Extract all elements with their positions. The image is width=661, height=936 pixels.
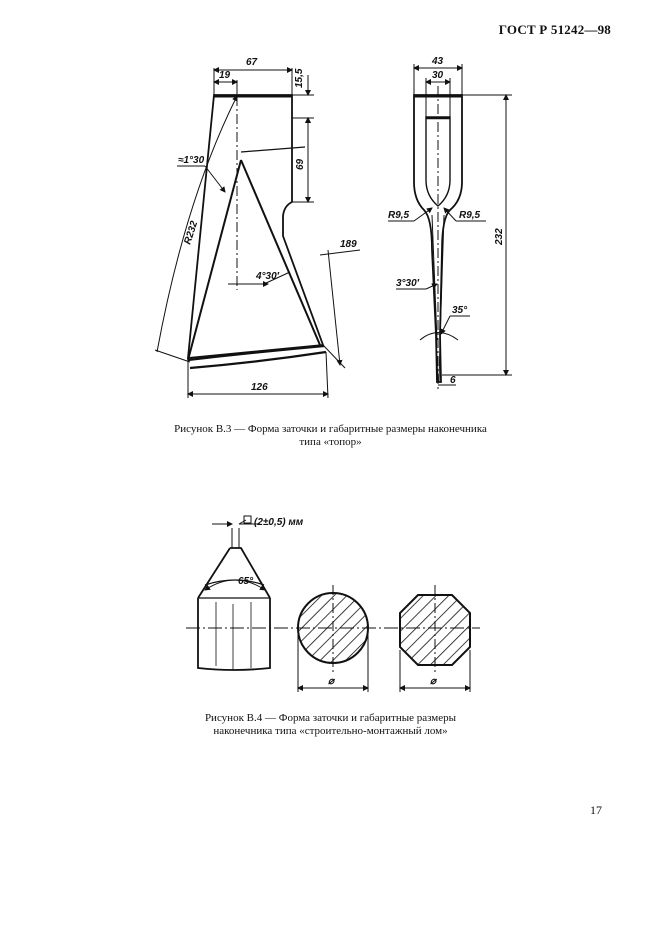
figure-b3-caption <box>0 423 661 449</box>
dim-angle-65: 65° <box>238 576 254 587</box>
dim-angle-35: 35° <box>452 305 468 316</box>
figure-b3-caption-line1: Рисунок В.3 — Форма заточки и габаритные размеры наконечника <box>174 423 487 435</box>
dim-angle-1-30: ≈1°30 <box>178 155 205 166</box>
figure-b3-caption-line2: типа «топор» <box>299 436 362 448</box>
dim-19: 19 <box>219 70 231 81</box>
dim-angle-3-30: 3°30′ <box>396 278 420 289</box>
crowbar-tip-view <box>198 528 270 670</box>
dim-126: 126 <box>251 382 268 393</box>
dim-43: 43 <box>432 56 444 67</box>
dim-232: 232 <box>494 228 505 245</box>
dim-r232: R232 <box>182 219 201 246</box>
figure-b4-caption-line1: Рисунок В.4 — Форма заточки и габаритные размеры <box>204 712 457 724</box>
dim-6: 6 <box>450 375 456 386</box>
page-number: 17 <box>590 803 602 817</box>
axe-front-view <box>188 95 326 368</box>
dim-r9-5-left: R9,5 <box>388 210 410 221</box>
dim-diameter-octagon: ⌀ <box>430 676 437 687</box>
figure-b4-caption-line2: наконечника типа «строительно-монтажный лом» <box>213 725 448 737</box>
dim-189: 189 <box>340 239 357 250</box>
dim-angle-4-30: 4°30′ <box>256 271 280 282</box>
dim-67: 67 <box>246 57 258 68</box>
dim-diameter-round: ⌀ <box>328 676 335 687</box>
dim-r9-5-right: R9,5 <box>459 210 481 221</box>
axe-side-dimension-lines <box>388 64 512 392</box>
dim-15-5: 15,5 <box>294 68 305 88</box>
dim-69: 69 <box>295 158 306 170</box>
axe-front-dimension-labels <box>178 57 357 393</box>
figure-b4-caption <box>0 712 661 738</box>
dim-tolerance: (2±0,5) мм <box>254 517 304 528</box>
dim-30: 30 <box>432 70 444 81</box>
document-header: ГОСТ Р 51242—98 <box>498 22 611 37</box>
